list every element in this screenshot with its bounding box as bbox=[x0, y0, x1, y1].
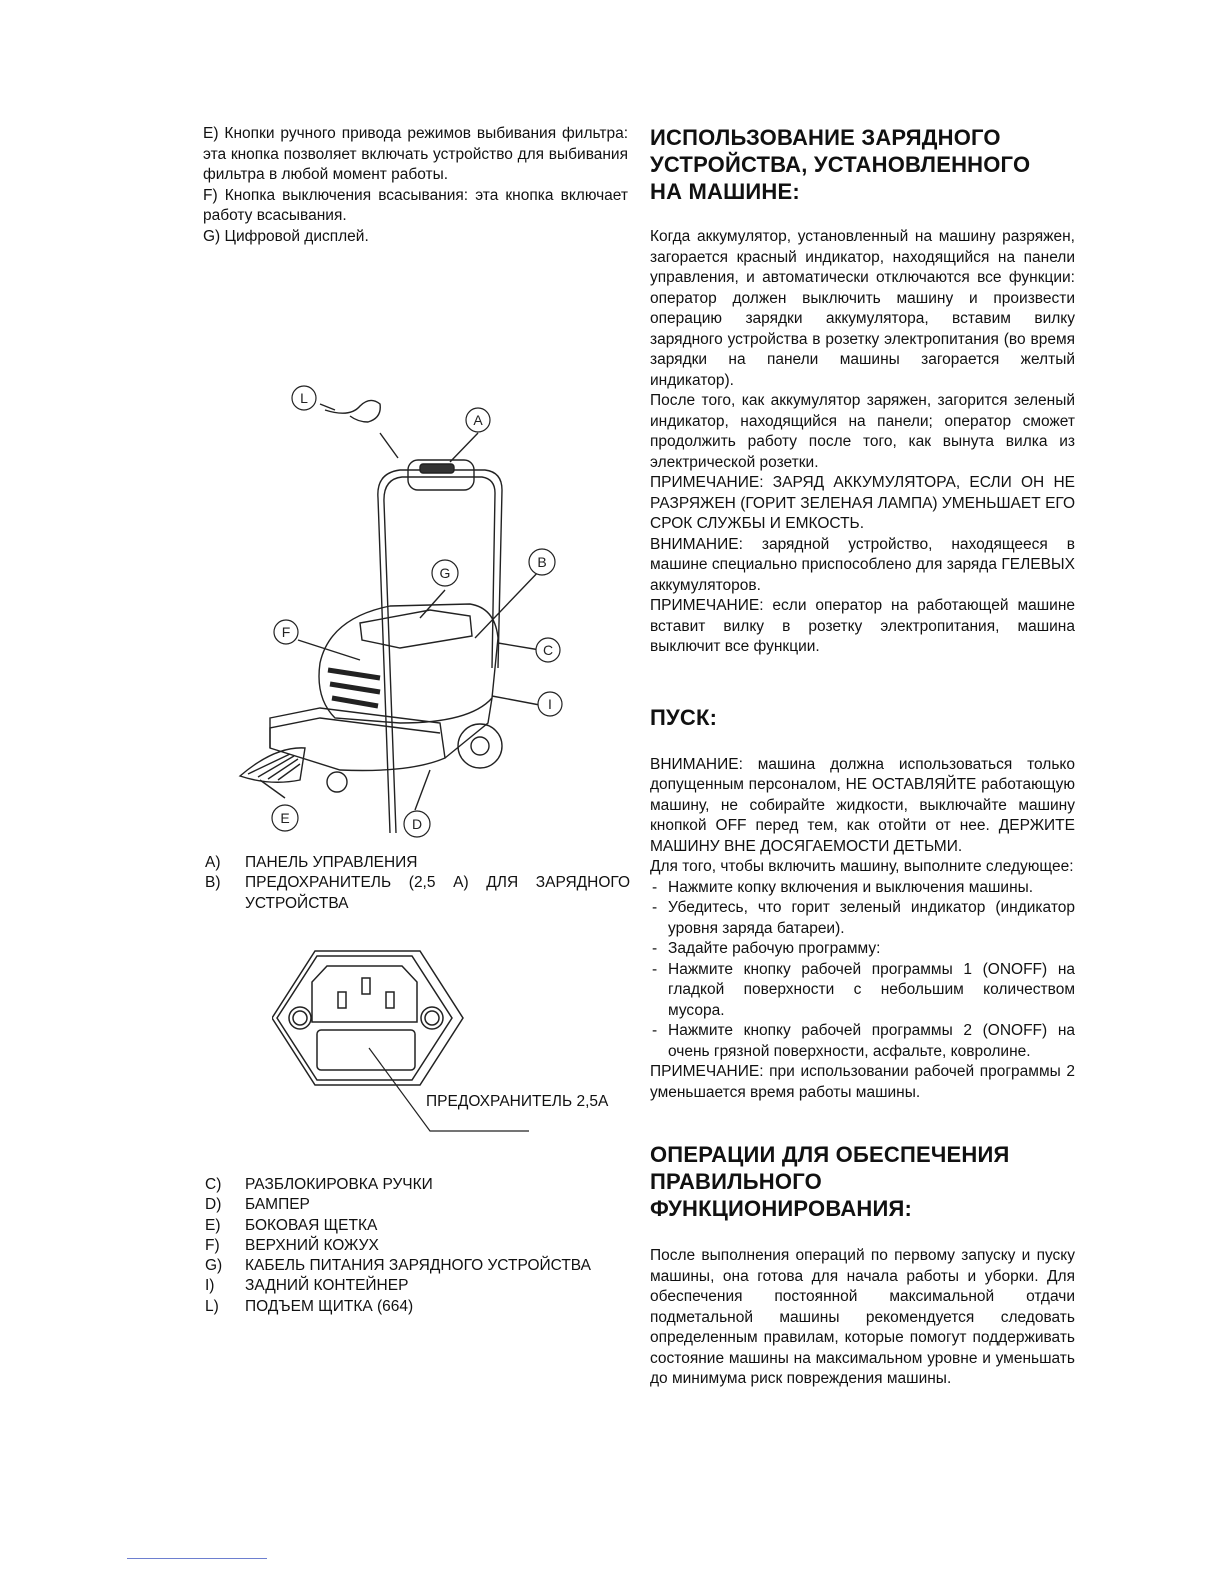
legend-text: КАБЕЛЬ ПИТАНИЯ ЗАРЯДНОГО УСТРОЙСТВА bbox=[245, 1257, 591, 1275]
start-intro: Для того, чтобы включить машину, выполните следующее: bbox=[650, 858, 1074, 875]
list-item: - Задайте рабочую программу: bbox=[650, 939, 1075, 960]
legend-row bbox=[205, 1216, 630, 1236]
heading-line: ИСПОЛЬЗОВАНИЕ ЗАРЯДНОГО bbox=[650, 125, 1001, 150]
charging-note-2: ПРИМЕЧАНИЕ: если оператор на работающей машине вставит вилку в розетку электропитания, машина выключит все функции. bbox=[650, 597, 1075, 655]
start-warning: ВНИМАНИЕ: машина должна использоваться только допущенным персоналом, НЕ ОСТАВЛЯЙТЕ работающую машину, не собирайте жидкости, выключайте машину кнопкой OFF перед тем, как отойти от нее. ДЕРЖИТЕ МАШИНУ ВНЕ ДОСЯГАЕМОСТИ ДЕТЬМИ. bbox=[650, 755, 1075, 855]
charging-paragraph: Когда аккумулятор, установленный на машину разряжен, загорается красный индикатор, находящийся на панели управления, и автоматически отключаются все функции: оператор должен выключить машину и произвести операцию зарядки аккумулятора, вставим вилку зарядного устройства в розетку электропитания (во время зарядки на панели машины загорается желтый индикатор). bbox=[650, 228, 1075, 389]
legend-key: L) bbox=[205, 1297, 219, 1315]
heading-line: УСТРОЙСТВА, УСТАНОВЛЕННОГО bbox=[650, 152, 1031, 177]
legend-text: ВЕРХНИЙ КОЖУХ bbox=[245, 1236, 379, 1254]
list-item: - Нажмите кнопку рабочей программы 1 (ONOFF) на гладкой поверхности с небольшим количеством мусора. bbox=[650, 960, 1075, 1022]
start-note: ПРИМЕЧАНИЕ: при использовании рабочей программы 2 уменьшается время работы машины. bbox=[650, 1063, 1075, 1101]
fuse-socket-figure bbox=[272, 948, 632, 1138]
charging-note: ПРИМЕЧАНИЕ: ЗАРЯД АККУМУЛЯТОРА, ЕСЛИ ОН НЕ РАЗРЯЖЕН (ГОРИТ ЗЕЛЕНАЯ ЛАМПА) УМЕНЬШАЕТ ЕГО СРОК СЛУЖБЫ И ЕМКОСТЬ. bbox=[650, 474, 1075, 532]
intro-item-e: E) Кнопки ручного привода режимов выбивания фильтра: эта кнопка позволяет включать устройство для выбивания фильтра в любой момент работы. bbox=[203, 125, 628, 183]
legend-row bbox=[205, 1175, 630, 1195]
footer-rule bbox=[127, 1558, 267, 1559]
key-icon bbox=[325, 400, 380, 422]
callout-a-label: A bbox=[473, 412, 483, 428]
legend-key: I) bbox=[205, 1277, 215, 1295]
operation-heading bbox=[650, 1141, 1075, 1222]
callout-f-label: F bbox=[281, 624, 291, 640]
legend-key: E) bbox=[205, 1216, 221, 1234]
legend-text: ПОДЪЕМ ЩИТКА (664) bbox=[245, 1297, 414, 1315]
legend-key: F) bbox=[205, 1236, 220, 1254]
legend-key: C) bbox=[205, 1176, 222, 1193]
sweeper-machine-figure bbox=[230, 378, 590, 848]
intro-item-f: F) Кнопка выключения всасывания: эта кнопка включает работу всасывания. bbox=[203, 186, 628, 224]
side-brush bbox=[240, 748, 305, 782]
legend-text: РАЗБЛОКИРОВКА РУЧКИ bbox=[245, 1176, 433, 1193]
legend-key: D) bbox=[205, 1196, 222, 1214]
callout-d-label: D bbox=[411, 816, 423, 832]
legend-row bbox=[205, 1297, 630, 1317]
charging-section bbox=[650, 124, 1075, 658]
right-column bbox=[650, 124, 1075, 1390]
charging-paragraph: После того, как аккумулятор заряжен, загорится зеленый индикатор, находящийся на панели; оператор сможет продолжить работу после того, как вынута вилка из электрической розетки. bbox=[650, 392, 1075, 471]
list-item: - Убедитесь, что горит зеленый индикатор (индикатор уровня заряда батареи). bbox=[650, 898, 1075, 939]
legend-row bbox=[205, 853, 630, 873]
callout-b-label: B bbox=[537, 554, 547, 570]
legend-bottom bbox=[205, 1175, 630, 1317]
callout-g-label: G bbox=[439, 565, 451, 581]
list-item: - Нажмите копку включения и выключения машины. bbox=[650, 878, 1075, 899]
legend-row bbox=[205, 873, 630, 914]
start-heading: ПУСК: bbox=[650, 704, 718, 730]
heading-line: ПРАВИЛЬНОГО bbox=[650, 1169, 822, 1194]
fuse-holder bbox=[317, 1030, 415, 1070]
charging-warning: ВНИМАНИЕ: зарядной устройство, находящееся в машине специально приспособлено для заряда ГЕЛЕВЫХ аккумуляторов. bbox=[650, 535, 1075, 594]
legend-key: A) bbox=[205, 854, 221, 871]
legend-text: БАМПЕР bbox=[245, 1196, 310, 1214]
rear-wheel bbox=[458, 724, 502, 768]
legend-text: ЗАДНИЙ КОНТЕЙНЕР bbox=[245, 1277, 409, 1295]
list-item: - Нажмите кнопку рабочей программы 2 (ONOFF) на очень грязной поверхности, асфальте, ковролине. bbox=[650, 1021, 1075, 1062]
callout-c-label: C bbox=[542, 642, 554, 658]
fuse-leader-line bbox=[369, 1048, 529, 1131]
operation-section bbox=[650, 1141, 1075, 1390]
callout-e-label: E bbox=[280, 810, 290, 826]
handle-bar bbox=[378, 470, 502, 833]
legend-key: G) bbox=[205, 1257, 223, 1275]
legend-top bbox=[205, 853, 630, 914]
heading-line: НА МАШИНЕ: bbox=[650, 179, 800, 204]
callout-l-label: L bbox=[300, 390, 308, 406]
legend-text: ПАНЕЛЬ УПРАВЛЕНИЯ bbox=[245, 854, 418, 871]
legend-row bbox=[205, 1276, 630, 1296]
fuse-caption: ПРЕДОХРАНИТЕЛЬ 2,5А bbox=[426, 1093, 609, 1110]
heading-line: ОПЕРАЦИИ ДЛЯ ОБЕСПЕЧЕНИЯ bbox=[650, 1142, 1010, 1167]
legend-text: БОКОВАЯ ЩЕТКА bbox=[245, 1216, 378, 1234]
callout-i-label: I bbox=[548, 696, 552, 712]
charging-heading bbox=[650, 124, 1075, 205]
intro-item-g: G) Цифровой дисплей. bbox=[203, 227, 369, 245]
heading-line: ФУНКЦИОНИРОВАНИЯ: bbox=[650, 1196, 913, 1221]
legend-row bbox=[205, 1256, 630, 1276]
legend-row bbox=[205, 1236, 630, 1256]
left-column bbox=[203, 124, 628, 247]
legend-row bbox=[205, 1195, 630, 1215]
bumper bbox=[270, 708, 445, 771]
operation-paragraph: После выполнения операций по первому запуску и пуску машины, она готова для начала работы и уборки. Для обеспечения постоянной максимальной отдачи подметальной машины рекомендуется следовать определенным правилам, которые помогут поддерживать состояние машины на максимальном уровне и уменьшать до минимума риск повреждения машины. bbox=[650, 1247, 1075, 1387]
legend-text: ПРЕДОХРАНИТЕЛЬ (2,5 А) ДЛЯ ЗАРЯДНОГО УСТРОЙСТВА bbox=[245, 874, 630, 912]
start-steps bbox=[650, 878, 1075, 1063]
legend-key: B) bbox=[205, 874, 221, 892]
start-section bbox=[650, 704, 1075, 1104]
